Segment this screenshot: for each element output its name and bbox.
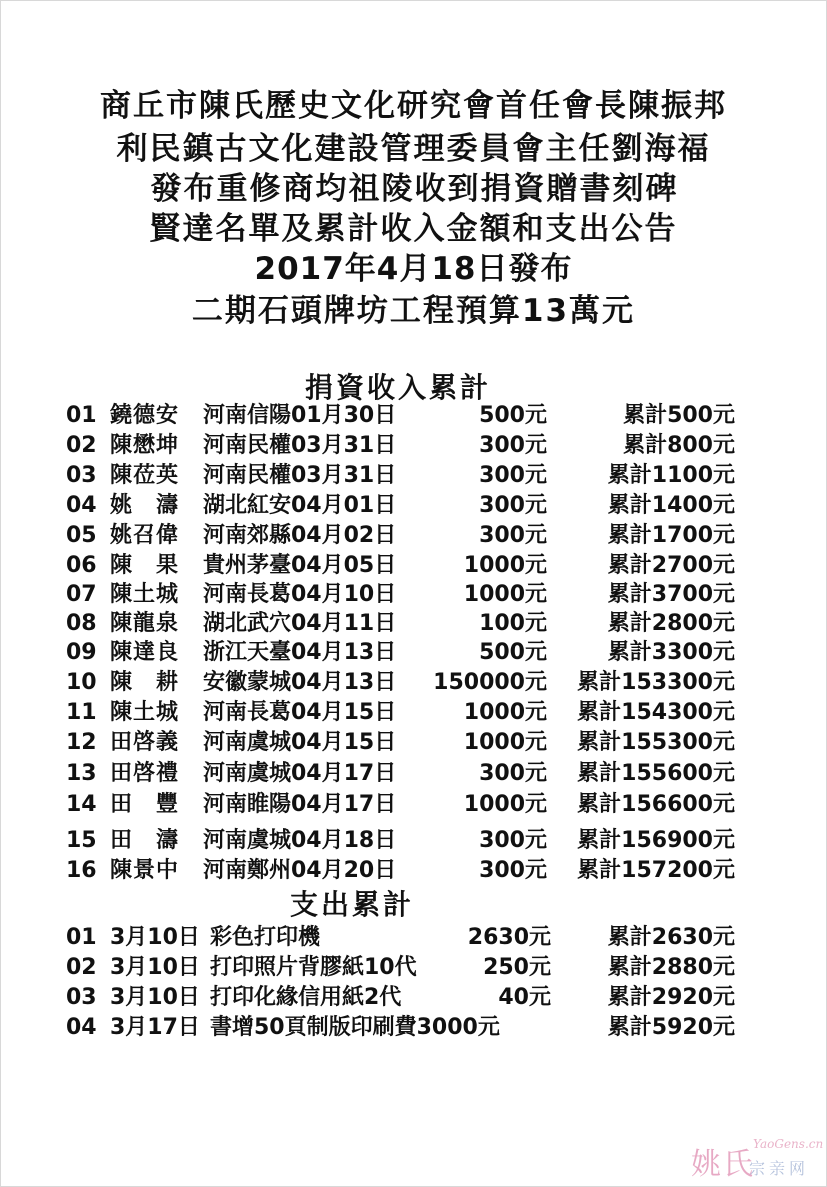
donor-origin-date: 浙江天臺04月13日 <box>203 640 397 665</box>
donation-row <box>0 461 827 491</box>
donation-number: 09 <box>66 640 97 665</box>
donation-row <box>0 790 827 820</box>
donation-row <box>0 698 827 728</box>
donation-cumulative: 累計500元 <box>623 403 735 428</box>
donation-number: 10 <box>66 670 97 695</box>
expense-item: 打印化緣信用紙2代 <box>210 985 402 1010</box>
expense-number: 01 <box>66 925 97 950</box>
donor-name: 姚召偉 <box>110 523 180 548</box>
donation-number: 15 <box>66 828 97 853</box>
expense-item: 彩色打印機 <box>210 925 321 950</box>
donor-origin-date: 河南虞城04月18日 <box>203 828 397 853</box>
donor-origin-date: 湖北紅安04月01日 <box>203 493 397 518</box>
donation-amount: 500元 <box>479 640 547 665</box>
donation-number: 04 <box>66 493 97 518</box>
expense-number: 03 <box>66 985 97 1010</box>
expense-number: 02 <box>66 955 97 980</box>
donation-number: 14 <box>66 792 97 817</box>
expense-amount: 2630元 <box>467 925 551 950</box>
expense-cumulative: 累計2920元 <box>607 985 735 1010</box>
donation-cumulative: 累計3300元 <box>607 640 735 665</box>
donor-name: 陳 果 <box>110 553 180 578</box>
donation-cumulative: 累計154300元 <box>577 700 735 725</box>
donation-amount: 300元 <box>479 463 547 488</box>
donation-cumulative: 累計155600元 <box>577 761 735 786</box>
donation-cumulative: 累計2700元 <box>607 553 735 578</box>
donor-origin-date: 河南長葛04月15日 <box>203 700 397 725</box>
expense-cumulative: 累計5920元 <box>607 1015 735 1040</box>
donor-name: 陳龍泉 <box>110 611 180 636</box>
donor-origin-date: 貴州茅臺04月05日 <box>203 553 397 578</box>
donation-cumulative: 累計1100元 <box>607 463 735 488</box>
donation-row <box>0 609 827 639</box>
donation-number: 13 <box>66 761 97 786</box>
header-line-4: 賢達名單及累計收入金額和支出公告 <box>149 211 678 247</box>
donor-origin-date: 河南虞城04月17日 <box>203 761 397 786</box>
donation-cumulative: 累計1700元 <box>607 523 735 548</box>
donation-row <box>0 401 827 431</box>
expense-date: 3月10日 <box>110 955 200 980</box>
donation-number: 11 <box>66 700 97 725</box>
donation-cumulative: 累計800元 <box>623 433 735 458</box>
watermark-logo <box>691 1135 824 1183</box>
expense-cumulative: 累計2630元 <box>607 925 735 950</box>
donation-number: 07 <box>66 582 97 607</box>
donation-number: 01 <box>66 403 97 428</box>
donation-cumulative: 累計155300元 <box>577 730 735 755</box>
donor-name: 田啓義 <box>110 730 180 755</box>
donation-amount: 300元 <box>479 828 547 853</box>
budget-line: 二期石頭牌坊工程預算13萬元 <box>191 293 636 329</box>
donation-number: 06 <box>66 553 97 578</box>
donor-name: 陳景中 <box>110 858 180 883</box>
donations-title: 捐資收入累計 <box>305 371 492 404</box>
donor-name: 陳懋坤 <box>110 433 180 458</box>
expense-row <box>0 923 827 953</box>
donation-amount: 300元 <box>479 858 547 883</box>
expense-row <box>0 953 827 983</box>
donation-amount: 1000元 <box>463 553 547 578</box>
donation-cumulative: 累計1400元 <box>607 493 735 518</box>
donor-origin-date: 湖北武穴04月11日 <box>203 611 397 636</box>
watermark-subtitle: 宗亲网 <box>749 1159 810 1178</box>
donor-origin-date: 河南鄭州04月20日 <box>203 858 397 883</box>
donor-origin-date: 河南睢陽04月17日 <box>203 792 397 817</box>
donation-amount: 100元 <box>479 611 547 636</box>
donation-amount: 150000元 <box>433 670 547 695</box>
expense-number: 04 <box>66 1015 97 1040</box>
donation-number: 12 <box>66 730 97 755</box>
watermark-brand: 姚氏 <box>691 1147 755 1182</box>
expense-row <box>0 1013 827 1043</box>
donor-origin-date: 河南郊縣04月02日 <box>203 523 397 548</box>
donation-cumulative: 累計3700元 <box>607 582 735 607</box>
donation-number: 03 <box>66 463 97 488</box>
donation-number: 08 <box>66 611 97 636</box>
donation-row <box>0 431 827 461</box>
donor-origin-date: 河南虞城04月15日 <box>203 730 397 755</box>
publish-date: 2017年4月18日發布 <box>254 251 573 287</box>
donation-row <box>0 728 827 758</box>
donation-amount: 1000元 <box>463 582 547 607</box>
donation-row <box>0 521 827 551</box>
donor-origin-date: 安徽蒙城04月13日 <box>203 670 397 695</box>
donation-amount: 1000元 <box>463 792 547 817</box>
donation-amount: 300元 <box>479 761 547 786</box>
donor-name: 陳土城 <box>110 700 180 725</box>
donation-cumulative: 累計153300元 <box>577 670 735 695</box>
donor-name: 陳 耕 <box>110 670 180 695</box>
expense-row <box>0 983 827 1013</box>
expense-date: 3月10日 <box>110 925 200 950</box>
donor-name: 姚 濤 <box>110 493 180 518</box>
header-line-2: 利民鎮古文化建設管理委員會主任劉海福 <box>116 131 711 167</box>
expense-item: 打印照片背膠紙10代 <box>210 955 417 980</box>
header-line-3: 發布重修商均祖陵收到捐資贈書刻碑 <box>150 171 679 207</box>
donation-number: 16 <box>66 858 97 883</box>
donation-cumulative: 累計157200元 <box>577 858 735 883</box>
donation-amount: 300元 <box>479 493 547 518</box>
donation-row <box>0 668 827 698</box>
donation-amount: 1000元 <box>463 700 547 725</box>
expense-date: 3月17日 <box>110 1015 200 1040</box>
watermark-site: YaoGens.cn <box>753 1137 824 1151</box>
donor-origin-date: 河南信陽01月30日 <box>203 403 397 428</box>
donor-origin-date: 河南長葛04月10日 <box>203 582 397 607</box>
donation-row <box>0 638 827 668</box>
donation-number: 02 <box>66 433 97 458</box>
donation-cumulative: 累計2800元 <box>607 611 735 636</box>
donation-row <box>0 856 827 886</box>
expense-amount: 40元 <box>498 985 551 1010</box>
donation-number: 05 <box>66 523 97 548</box>
donation-cumulative: 累計156900元 <box>577 828 735 853</box>
donation-row <box>0 551 827 581</box>
expense-date: 3月10日 <box>110 985 200 1010</box>
donor-name: 陳達良 <box>110 640 180 665</box>
donation-row <box>0 826 827 856</box>
expense-cumulative: 累計2880元 <box>607 955 735 980</box>
donor-name: 陳土城 <box>110 582 180 607</box>
header-line-1: 商丘市陳氏歷史文化研究會首任會長陳振邦 <box>100 88 727 124</box>
donation-cumulative: 累計156600元 <box>577 792 735 817</box>
donor-name: 陳莅英 <box>110 463 180 488</box>
donation-amount: 300元 <box>479 433 547 458</box>
donation-row <box>0 491 827 521</box>
expense-item: 書增50頁制版印刷費3000元 <box>210 1015 500 1040</box>
donor-name: 田 濤 <box>110 828 180 853</box>
donation-amount: 500元 <box>479 403 547 428</box>
expenses-title: 支出累計 <box>290 888 415 921</box>
donation-row <box>0 580 827 610</box>
donor-origin-date: 河南民權03月31日 <box>203 463 397 488</box>
donor-name: 田 豐 <box>110 792 180 817</box>
donor-origin-date: 河南民權03月31日 <box>203 433 397 458</box>
donation-amount: 1000元 <box>463 730 547 755</box>
expense-amount: 250元 <box>483 955 551 980</box>
donation-amount: 300元 <box>479 523 547 548</box>
donor-name: 鐃德安 <box>110 403 180 428</box>
donation-row <box>0 759 827 789</box>
donor-name: 田啓禮 <box>110 761 180 786</box>
